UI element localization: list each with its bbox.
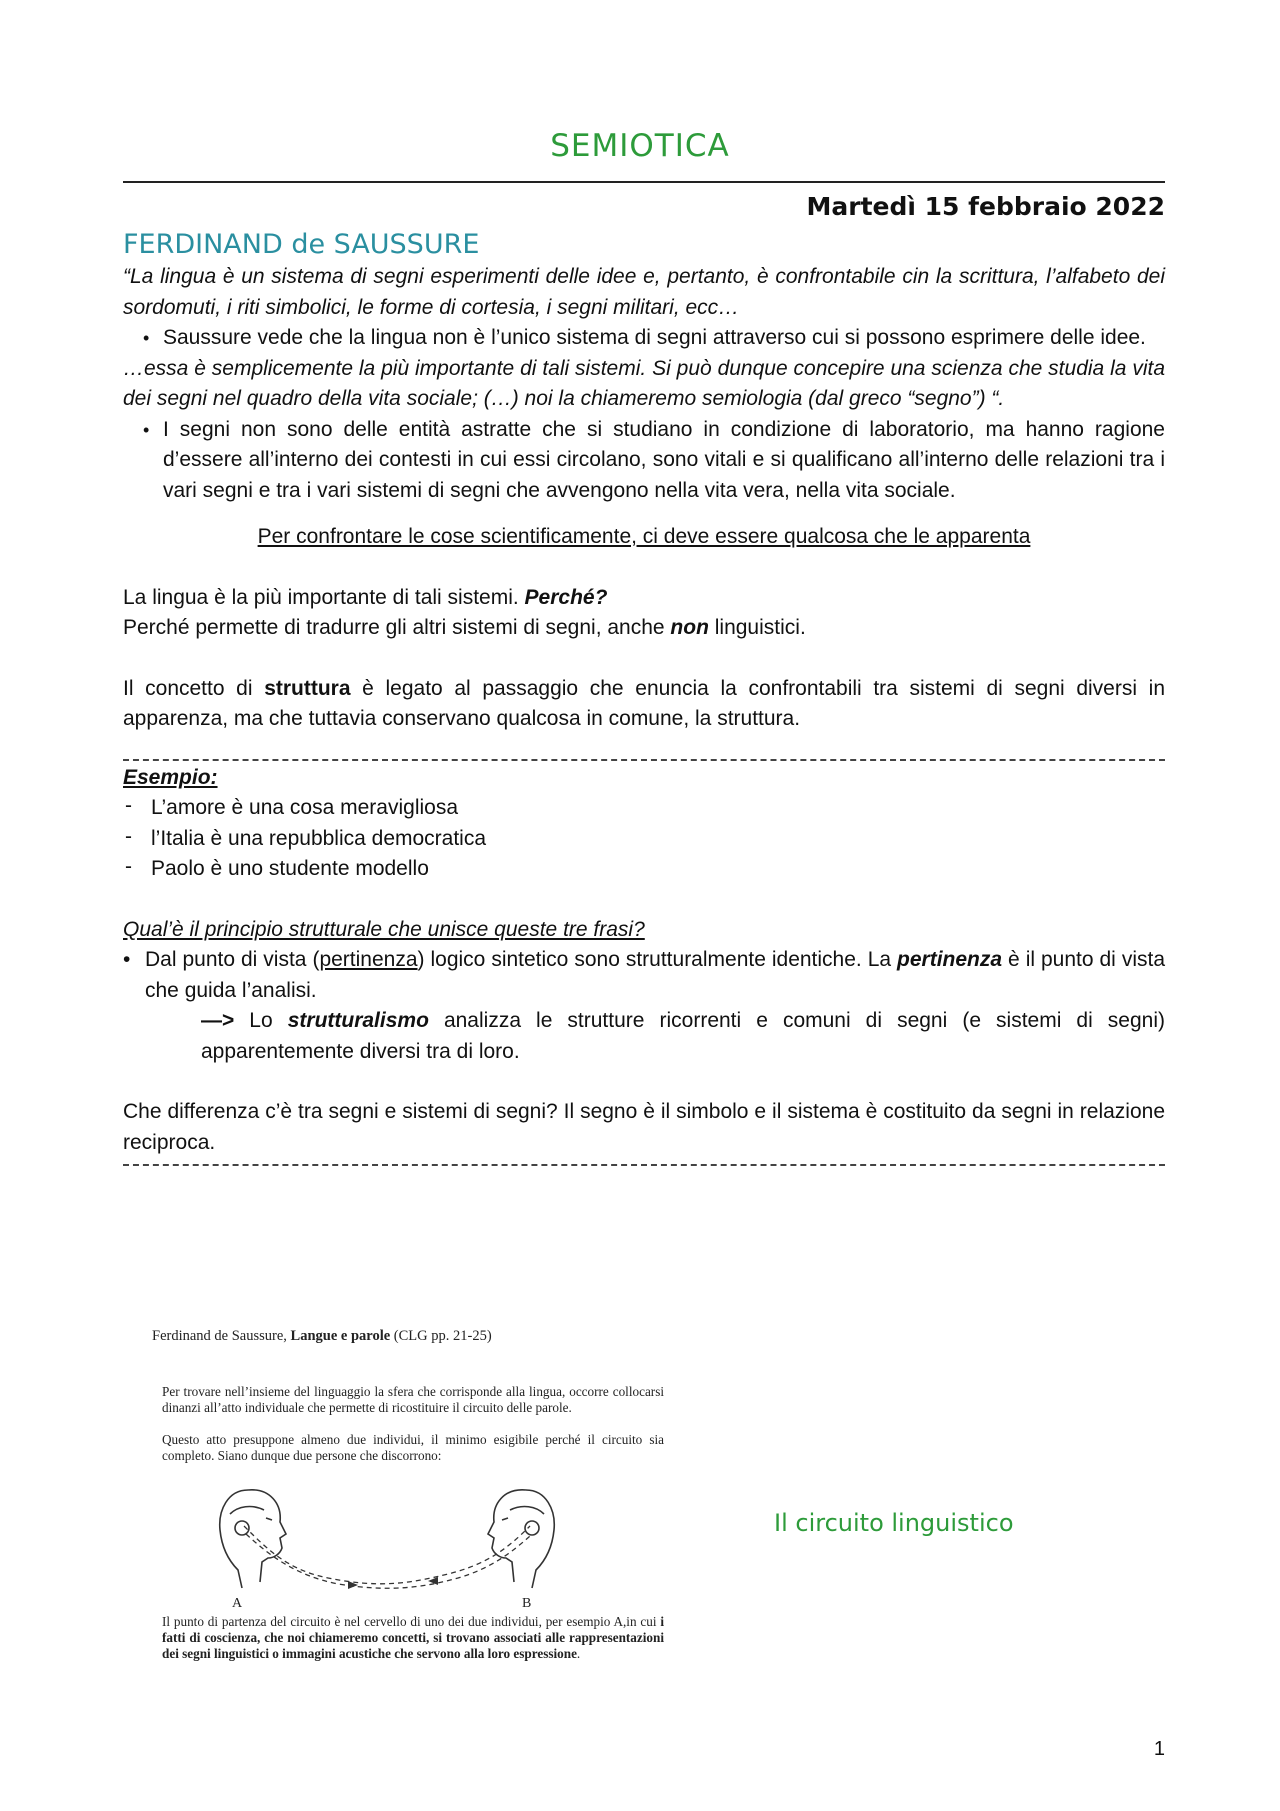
closing-paragraph: Che differenza c’è tra segni e sistemi di segni? Il segno è il simbolo e il sistema è costituito da segni in relazione reciproca. bbox=[123, 1100, 1165, 1154]
list-item: - Paolo è uno studente modello bbox=[123, 854, 1165, 885]
list-item: - l’Italia è una repubblica democratica bbox=[123, 824, 1165, 855]
bold-term: pertinenza bbox=[897, 948, 1003, 971]
bold-question: Perché? bbox=[524, 585, 608, 609]
excerpt-caption: Ferdinand de Saussure, Langue e parole (CLG pp. 21-25) bbox=[152, 1328, 492, 1344]
paragraph-structure: Il concetto di struttura è legato al passaggio che enuncia la confrontabili tra sistemi di segni diversi in apparenza, ma che tuttavia conservano qualcosa in comune, la struttura. bbox=[123, 676, 1166, 730]
speaker-b-label: B bbox=[522, 1596, 532, 1611]
list-item: • I segni non sono delle entità astratte che si studiano in condizione di laboratorio, ma hanno ragione d’essere all’interno dei contesti in cui essi circolano, sono vitali e si qualificano all’interno delle relazioni tra i vari segni e tra i vari sistemi di segni che avvengono nella vita vera, nella vita sociale. bbox=[123, 415, 1165, 507]
excerpt-paragraph-1: Per trovare nell’insieme del linguaggio la sfera che corrisponde alla lingua, occorre collocarsi dinanzi all’atto individuale che permette di ricostituire il circuito delle parole. bbox=[162, 1384, 664, 1415]
title-rule bbox=[123, 181, 1165, 183]
bold-term: struttura bbox=[264, 676, 351, 700]
circuit-side-label: Il circuito linguistico bbox=[774, 1509, 1014, 1537]
bullet-list-2 bbox=[123, 415, 1165, 507]
main-content bbox=[123, 228, 1165, 1166]
list-item: • Saussure vede che la lingua non è l’unico sistema di segni attraverso cui si possono esprimere delle idee. bbox=[123, 323, 1165, 354]
lesson-date: Martedì 15 febbraio 2022 bbox=[806, 192, 1165, 221]
page-title: SEMIOTICA bbox=[550, 128, 730, 164]
scanned-excerpt bbox=[148, 1328, 668, 1708]
page-number: 1 bbox=[1153, 1738, 1165, 1760]
pertinence-bullet: • Dal punto di vista (pertinenza) logico sintetico sono strutturalmente identiche. La pertinenza è il punto di vista che guida l’analisi. bbox=[123, 945, 1165, 1006]
dashed-divider bbox=[123, 1164, 1165, 1166]
structuralism-note: —> Lo strutturalismo analizza le strutture ricorrenti e comuni di segni (e sistemi di segni) apparentemente diversi tra di loro. bbox=[201, 1009, 1166, 1063]
bullet-mark: • bbox=[123, 948, 131, 971]
paragraph-importance: La lingua è la più importante di tali sistemi. Perché? bbox=[123, 585, 608, 609]
paragraph-answer: Perché permette di tradurre gli altri sistemi di segni, anche non linguistici. bbox=[123, 616, 806, 639]
list-item: - L’amore è una cosa meravigliosa bbox=[123, 793, 1165, 824]
bold-word: non bbox=[670, 616, 709, 639]
bullet-list-1 bbox=[123, 323, 1165, 354]
bold-term: strutturalismo bbox=[287, 1009, 429, 1032]
quote-paragraph-2: …essa è semplicemente la più importante di tali sistemi. Si può dunque concepire una scienza che studia la vita dei segni nel quadro della vita sociale; (…) noi la chiameremo semiologia (dal greco “segno”) “. bbox=[123, 356, 1165, 410]
quote-paragraph-1: “La lingua è un sistema di segni esperimenti delle idee e, pertanto, è confrontabile cin la scrittura, l’alfabeto dei sordomuti, i riti simbolici, le forme di cortesia, i segni militari, ecc… bbox=[123, 265, 1165, 319]
example-list bbox=[123, 793, 1165, 885]
arrow-icon: —> bbox=[201, 1009, 235, 1032]
excerpt-paragraph-2: Questo atto presuppone almeno due individui, il minimo esigibile perché il circuito sia completo. Siano dunque due persone che discorrono: bbox=[162, 1432, 664, 1463]
speech-circuit-illustration bbox=[208, 1470, 568, 1600]
underlined-term: pertinenza bbox=[319, 948, 418, 971]
underlined-statement: Per confrontare le cose scientificamente, ci deve essere qualcosa che le apparenta bbox=[257, 525, 1031, 548]
example-heading: Esempio: bbox=[123, 765, 218, 789]
example-question: Qual’è il principio strutturale che unisce queste tre frasi? bbox=[123, 917, 645, 941]
speaker-a-label: A bbox=[232, 1596, 243, 1611]
excerpt-paragraph-3: Il punto di partenza del circuito è nel cervello di uno dei due individui, per esempio A,in cui i fatti di coscienza, che noi chiameremo concetti, si trovano associati alle rappresentazioni dei segni linguistici o immagini acustiche che servono alla loro espressione. bbox=[162, 1614, 664, 1661]
section-heading-author: FERDINAND de SAUSSURE bbox=[123, 229, 480, 260]
